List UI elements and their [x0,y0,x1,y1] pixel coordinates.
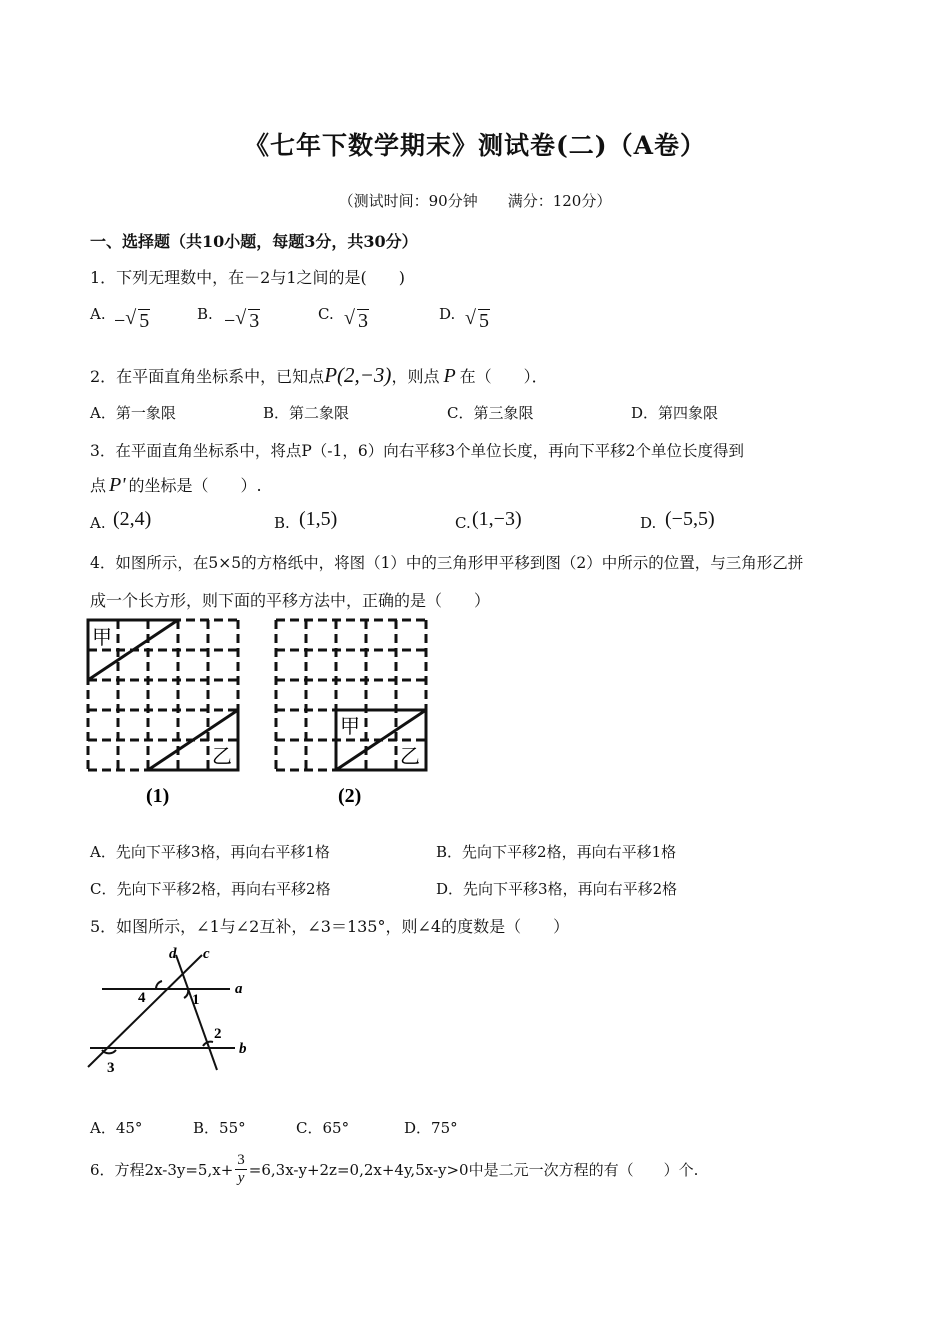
q4-option-b: B．先向下平移2格，再向右平移1格 [436,843,677,861]
q4-fig1-jia-label: 甲 [92,627,112,649]
q5-option-d: D．75° [404,1119,458,1137]
q5-option-b: B．55° [193,1119,246,1137]
line-d [176,955,217,1070]
q3-option-c-value: (1,−3) [472,508,522,530]
q3-option-b-label: B. [274,514,290,532]
q4-option-d: D．先向下平移3格，再向右平移2格 [436,880,678,898]
q5-label-d: d [169,946,177,962]
q5-angle-3: 3 [107,1060,115,1076]
q5-option-a: A．45° [90,1119,143,1137]
q2-option-b: B．第二象限 [263,404,350,422]
q1-option-a-value: − √ 5 [114,307,150,332]
q5-parallel-lines-figure [80,940,280,1080]
q3-option-b-value: (1,5) [299,508,338,530]
q1-option-d-label: D. [439,305,456,323]
line-c [88,955,202,1067]
q4-stem-line2: 成一个长方形，则下面的平移方法中，正确的是（ ） [90,591,491,610]
q3-option-d-value: (−5,5) [665,508,715,530]
q4-option-c: C．先向下平移2格，再向右平移2格 [90,880,331,898]
q3-stem-line1: 3．在平面直角坐标系中，将点P（-1，6）向右平移3个单位长度，再向下平移2个单位长度得到 [90,442,744,460]
q2-stem: 2．在平面直角坐标系中，已知点P(2,−3)，则点 P 在（ ）． [90,363,548,387]
q3-stem-line2: 点 P' 的坐标是（ ）. [90,474,262,496]
q1-option-c-label: C. [318,305,334,323]
q4-fig2-caption: (2) [338,785,362,807]
q1-stem: 1．下列无理数中，在－2与1之间的是( ) [90,268,406,287]
q5-angle-1: 1 [192,992,200,1008]
q2-option-c: C．第三象限 [447,404,534,422]
q4-option-a: A．先向下平移3格，再向右平移1格 [90,843,330,861]
q4-fig2-yi-label: 乙 [400,746,420,768]
q3-option-a-value: (2,4) [113,508,152,530]
q6-stem: 6．方程2x-3y=5,x+ $\frac{3}{y}$ =6,3x-y+2z=0,2x+4y,5x-y>0中是二元一次方程的有（ ）个. [90,1152,699,1186]
q4-fig1-caption: (1) [146,785,170,807]
page-title: 《七年下数学期末》测试卷(二)（A卷） [243,131,707,160]
q5-angle-2: 2 [214,1026,222,1042]
q1-option-b-value: − √ 3 [224,307,260,332]
q5-label-b: b [239,1041,247,1057]
q5-option-c: C．65° [296,1119,350,1137]
q3-option-d-label: D. [640,514,657,532]
q4-fig2-jia-label: 甲 [340,716,360,738]
q2-option-d: D．第四象限 [631,404,719,422]
q6-fraction: $\frac{3}{y}$ [237,1152,245,1186]
q1-option-d-value: √ 5 [465,307,489,332]
q4-stem-line1: 4．如图所示，在5×5的方格纸中，将图（1）中的三角形甲平移到图（2）中所示的位置，与三角形乙拼 [90,554,804,572]
q1-option-b-label: B. [197,305,213,323]
q5-stem: 5．如图所示，∠1与∠2互补，∠3＝135°，则∠4的度数是（ ） [90,917,570,936]
q4-grid-figures [80,612,440,812]
q1-option-c-value: √ 3 [344,307,368,332]
q1-option-a-label: A. [90,305,106,323]
q4-fig1-yi-label: 乙 [212,746,232,768]
q3-option-a-label: A. [90,514,106,532]
q5-angle-4: 4 [138,990,146,1006]
q5-label-c: c [203,946,210,962]
q3-option-c-label: C. [455,514,471,532]
q5-label-a: a [235,981,243,997]
q2-option-a: A．第一象限 [90,404,176,422]
test-info: （测试时间：90分钟 满分：120分） [338,192,612,210]
section-heading: 一、选择题（共10小题，每题3分，共30分） [90,232,418,251]
